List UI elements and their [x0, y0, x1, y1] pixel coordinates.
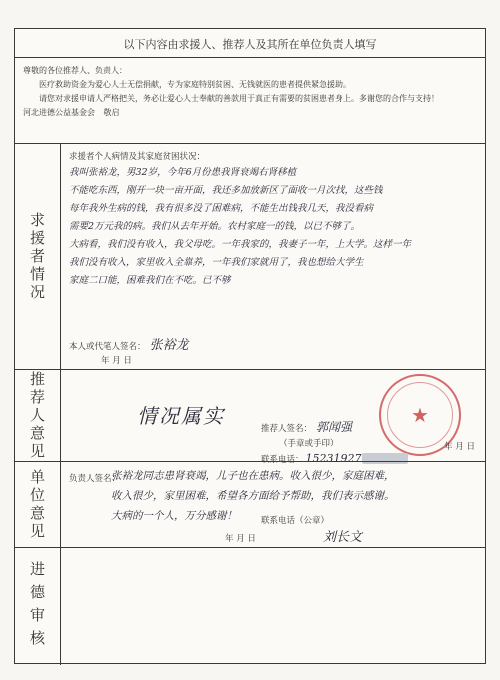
unit-label-cell: [15, 462, 61, 547]
applicant-date: 年 月 日: [101, 356, 132, 366]
applicant-text-line: 大病看，我们没有收入，我父母吃。一年我家的，我妻子一年，上大学。这样一年: [69, 239, 412, 250]
recommender-sign-note: （手章或手印）: [279, 439, 339, 449]
recommender-label-cell: [15, 370, 61, 461]
notice-line1: 医疗救助资金为爱心人士无偿捐献，专为家庭特别贫困、无钱就医的患者提供紧急援助。: [39, 80, 351, 89]
applicant-sign-label: 本人或代笔人签名：: [69, 342, 146, 352]
notice-greeting: 尊敬的各位推荐人、负责人：: [23, 66, 127, 75]
applicant-signature: 张裕龙: [149, 338, 189, 353]
recommender-opinion: 情况属实: [137, 404, 225, 428]
applicant-text-line: 家庭二口能，困难我们在不吃。已不够: [69, 275, 231, 286]
unit-date: 年 月 日: [225, 534, 256, 544]
unit-sign-label: 负责人签名：: [69, 474, 121, 484]
recommender-label: 推荐人意见: [28, 370, 46, 461]
applicant-prompt: 求援者个人病情及其家庭贫困状况：: [69, 152, 206, 162]
notice-row: [15, 57, 485, 143]
recommender-phone-label: 联系电话：: [261, 454, 304, 465]
recommender-date: 年 月 日: [444, 442, 475, 452]
applicant-text-line: 我叫张裕龙，男32岁，今年6月份患我肾衰竭右肾移植: [69, 167, 297, 178]
review-label-cell: [15, 548, 61, 665]
recommender-sign-label: 推荐人签名：: [261, 424, 313, 434]
recommender-content: [61, 370, 485, 465]
applicant-text-line: 我们没有收入，家里收入全靠养，一年我们家就用了，我也想给大学生: [69, 257, 364, 268]
application-form: [14, 28, 486, 664]
recommender-signature: 郭闻强: [316, 420, 353, 434]
recommender-row: [15, 369, 485, 465]
applicant-text-line: 不能吃东西，刚开一块一亩开面，我还多加放新区了面收一月次找，这些钱: [69, 185, 383, 196]
applicant-row: [15, 143, 485, 369]
unit-text-line: 大病的一个人，万分感谢！: [111, 510, 237, 522]
applicant-label: 求援者情况: [28, 211, 46, 302]
notice-block: [23, 64, 477, 120]
review-content: [61, 548, 485, 665]
unit-text-line: 张裕龙同志患肾衰竭，儿子也在患病。收入很少，家庭困难，: [111, 470, 395, 482]
review-row: [15, 547, 485, 665]
notice-sign-closing: 敬启: [103, 108, 120, 117]
applicant-handwriting: [69, 164, 479, 290]
recommender-phone: 15231927: [305, 452, 362, 465]
unit-text-line: 收入很少，家里困难，希望各方面给予帮助，我们表示感谢。: [111, 490, 395, 502]
review-label: 进德审核: [28, 560, 46, 653]
applicant-label-cell: [15, 144, 61, 369]
unit-content: [61, 462, 485, 547]
applicant-content: [61, 144, 485, 369]
applicant-text-line: 每年我外生病的钱，我有很多没了困难病，不能生出钱我几天，我没看病: [69, 203, 374, 214]
notice-signoff: [23, 106, 477, 120]
form-header: 以下内容由求援人、推荐人及其所在单位负责人填写: [123, 38, 377, 51]
unit-phone-label: 联系电话（公章）: [261, 516, 330, 526]
unit-label: 单位意见: [28, 468, 46, 541]
form-header-row: [15, 29, 485, 57]
unit-signature: 刘长文: [323, 530, 363, 545]
notice-sign-org: 河北进德公益基金会: [23, 108, 95, 117]
applicant-signature-line: [69, 334, 189, 353]
applicant-text-line: 需要2万元我的病。我们从去年开始。农村家庭一的钱，以已不够了。: [69, 221, 361, 232]
notice-line2: 请您对求援申请人严格把关，务必让爱心人士奉献的善款用于真正有需要的贫困患者身上。多谢您的合作与支持！: [39, 94, 439, 103]
unit-row: [15, 461, 485, 547]
seal-star-icon: ★: [411, 403, 429, 427]
